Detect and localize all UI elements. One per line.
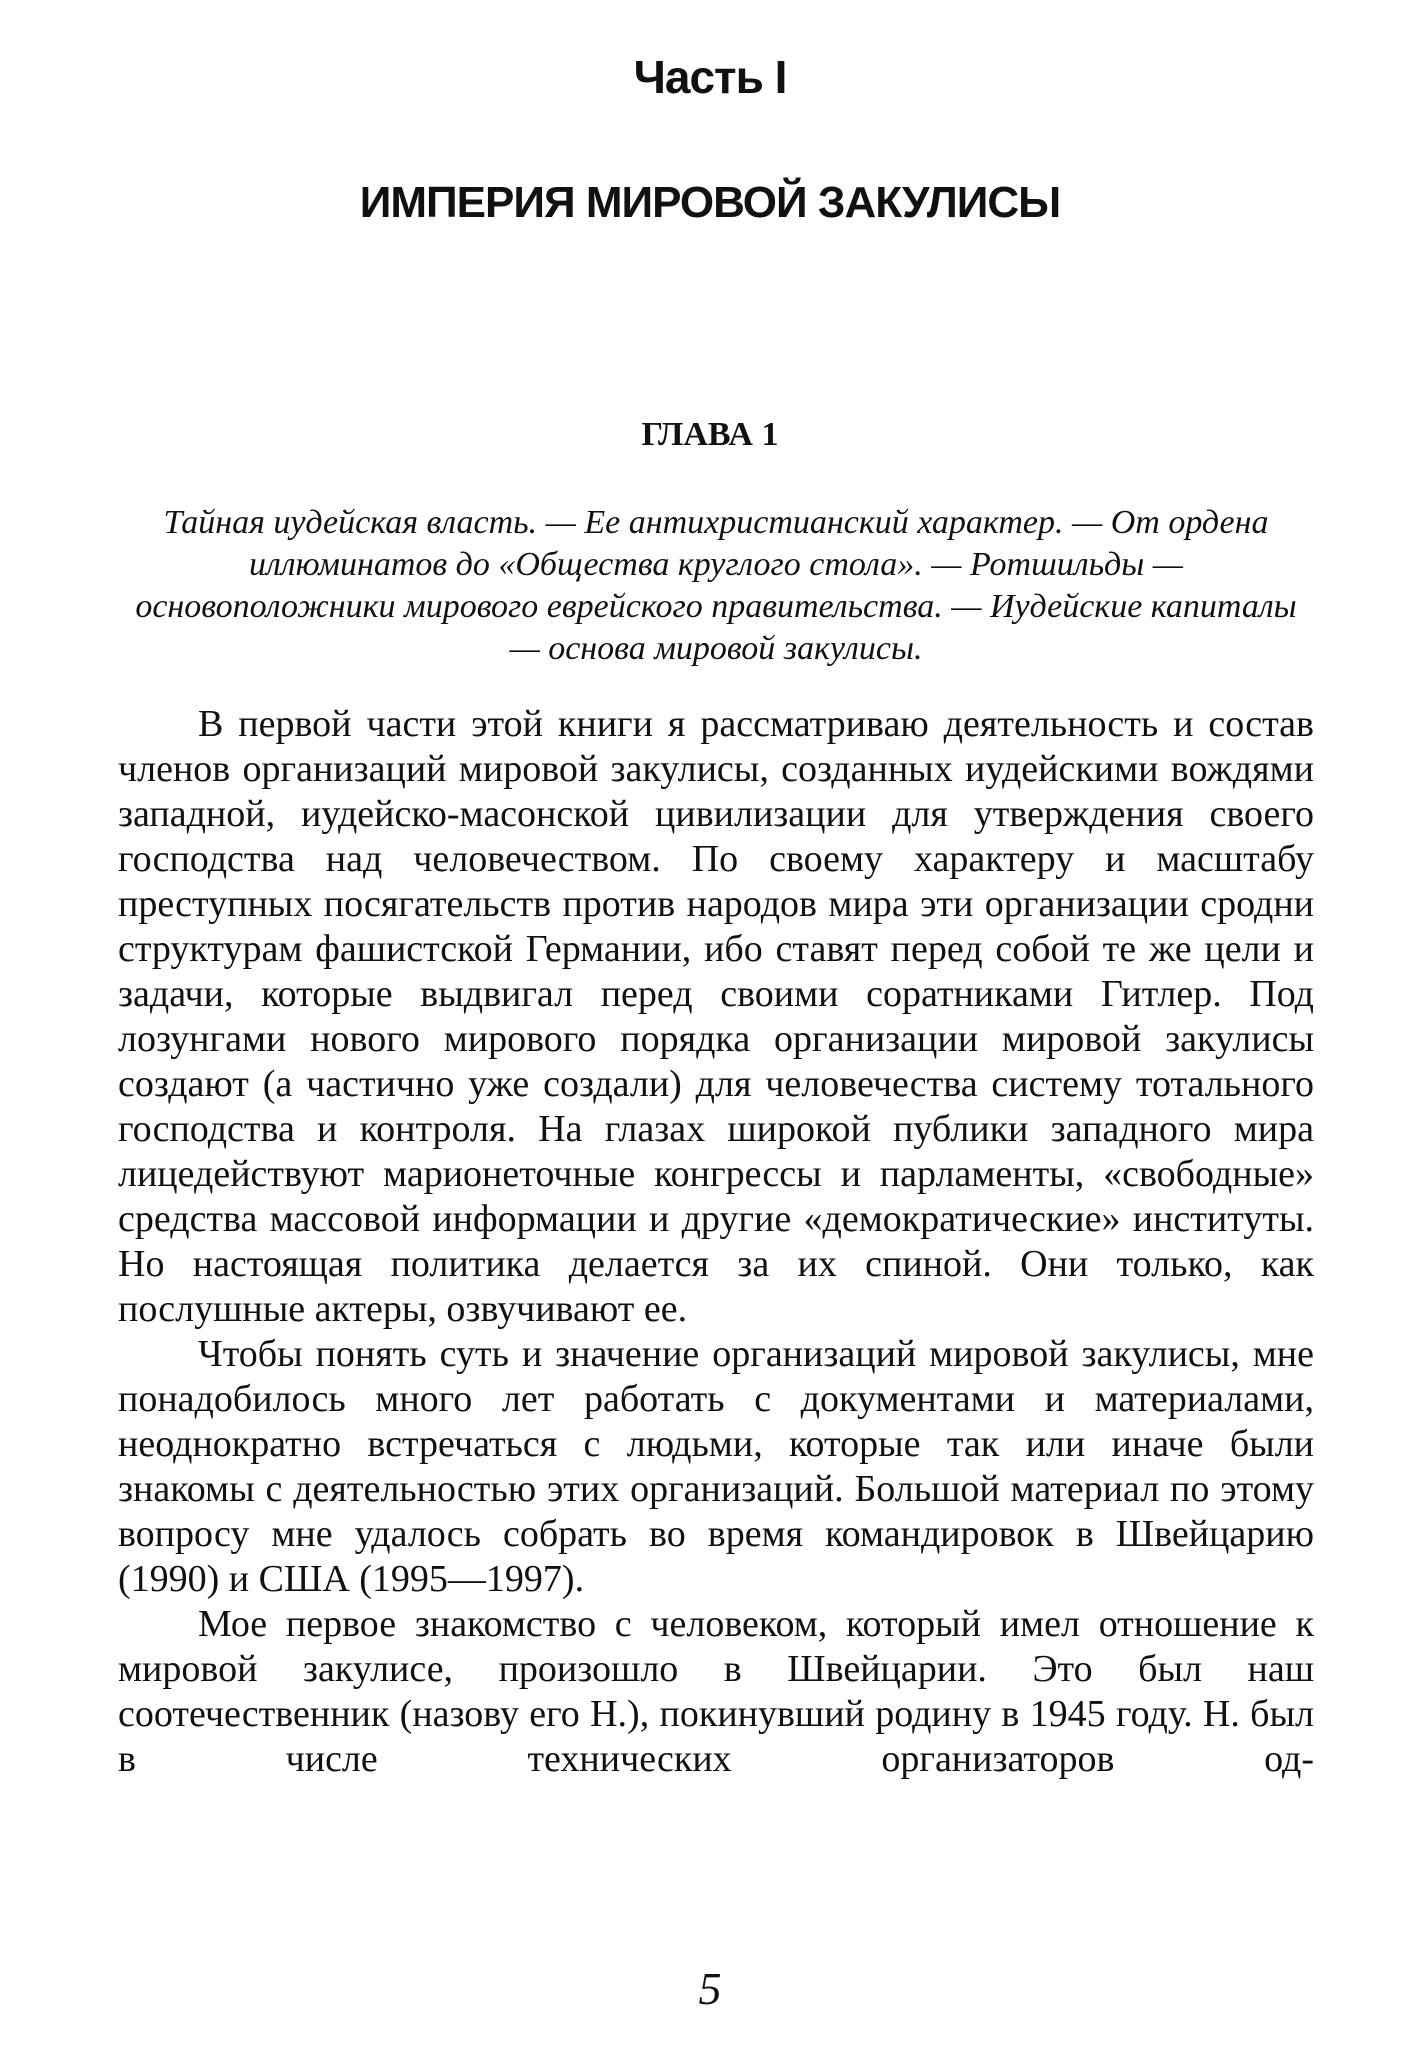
body-text <box>118 702 1314 1782</box>
paragraph-3: Мое первое знакомство с человеком, который имел отношение к мировой закулисе, произошло в Швейцарии. Это был наш соотечественник (назову его Н.), покинувший родину в 1945 году. Н. был в числе технических организаторов од- <box>118 1603 1314 1780</box>
part-title: ИМПЕРИЯ МИРОВОЙ ЗАКУЛИСЫ <box>359 178 1061 227</box>
chapter-label: ГЛАВА 1 <box>641 416 779 453</box>
paragraph-1: В первой части этой книги я рассматриваю деятельность и состав членов организаций мировой закулисы, созданных иудейскими вождями западной, иудейско-масонской цивилизации для утверждения своего господства над человечеством. По своему характеру и масштабу преступных посягательств против народов мира эти организации сродни структурам фашистской Германии, ибо ставят перед собой те же цели и задачи, которые выдвигал перед своими соратниками Гитлер. Под лозунгами нового мирового порядка организации мировой закулисы создают (а частично уже создали) для человечества систему тотального господства и контроля. На глазах широкой публики западного мира лицедействуют марионеточные конгрессы и парламенты, «свободные» средства массовой информации и другие «демократические» институты. Но настоящая политика делается за их спиной. Они только, как послушные актеры, озвучивают ее. <box>118 703 1314 1330</box>
page-number: 5 <box>698 1963 722 2014</box>
chapter-epigraph: Тайная иудейская власть. — Ее антихристианский характер. — От ордена иллюминатов до «Общества круглого стола». — Ротшильды — основоположники мирового еврейского правительства. — Иудейские капиталы — основа мировой закулисы. <box>135 504 1297 667</box>
paragraph-2: Чтобы понять суть и значение организаций мировой закулисы, мне понадобилось много лет работать с документами и материалами, неоднократно встречаться с людьми, которые так или иначе были знакомы с деятельностью этих организаций. Большой материал по этому вопросу мне удалось собрать во время командировок в Швейцарию (1990) и США (1995—1997). <box>118 1333 1314 1600</box>
part-label: Часть I <box>633 51 787 103</box>
